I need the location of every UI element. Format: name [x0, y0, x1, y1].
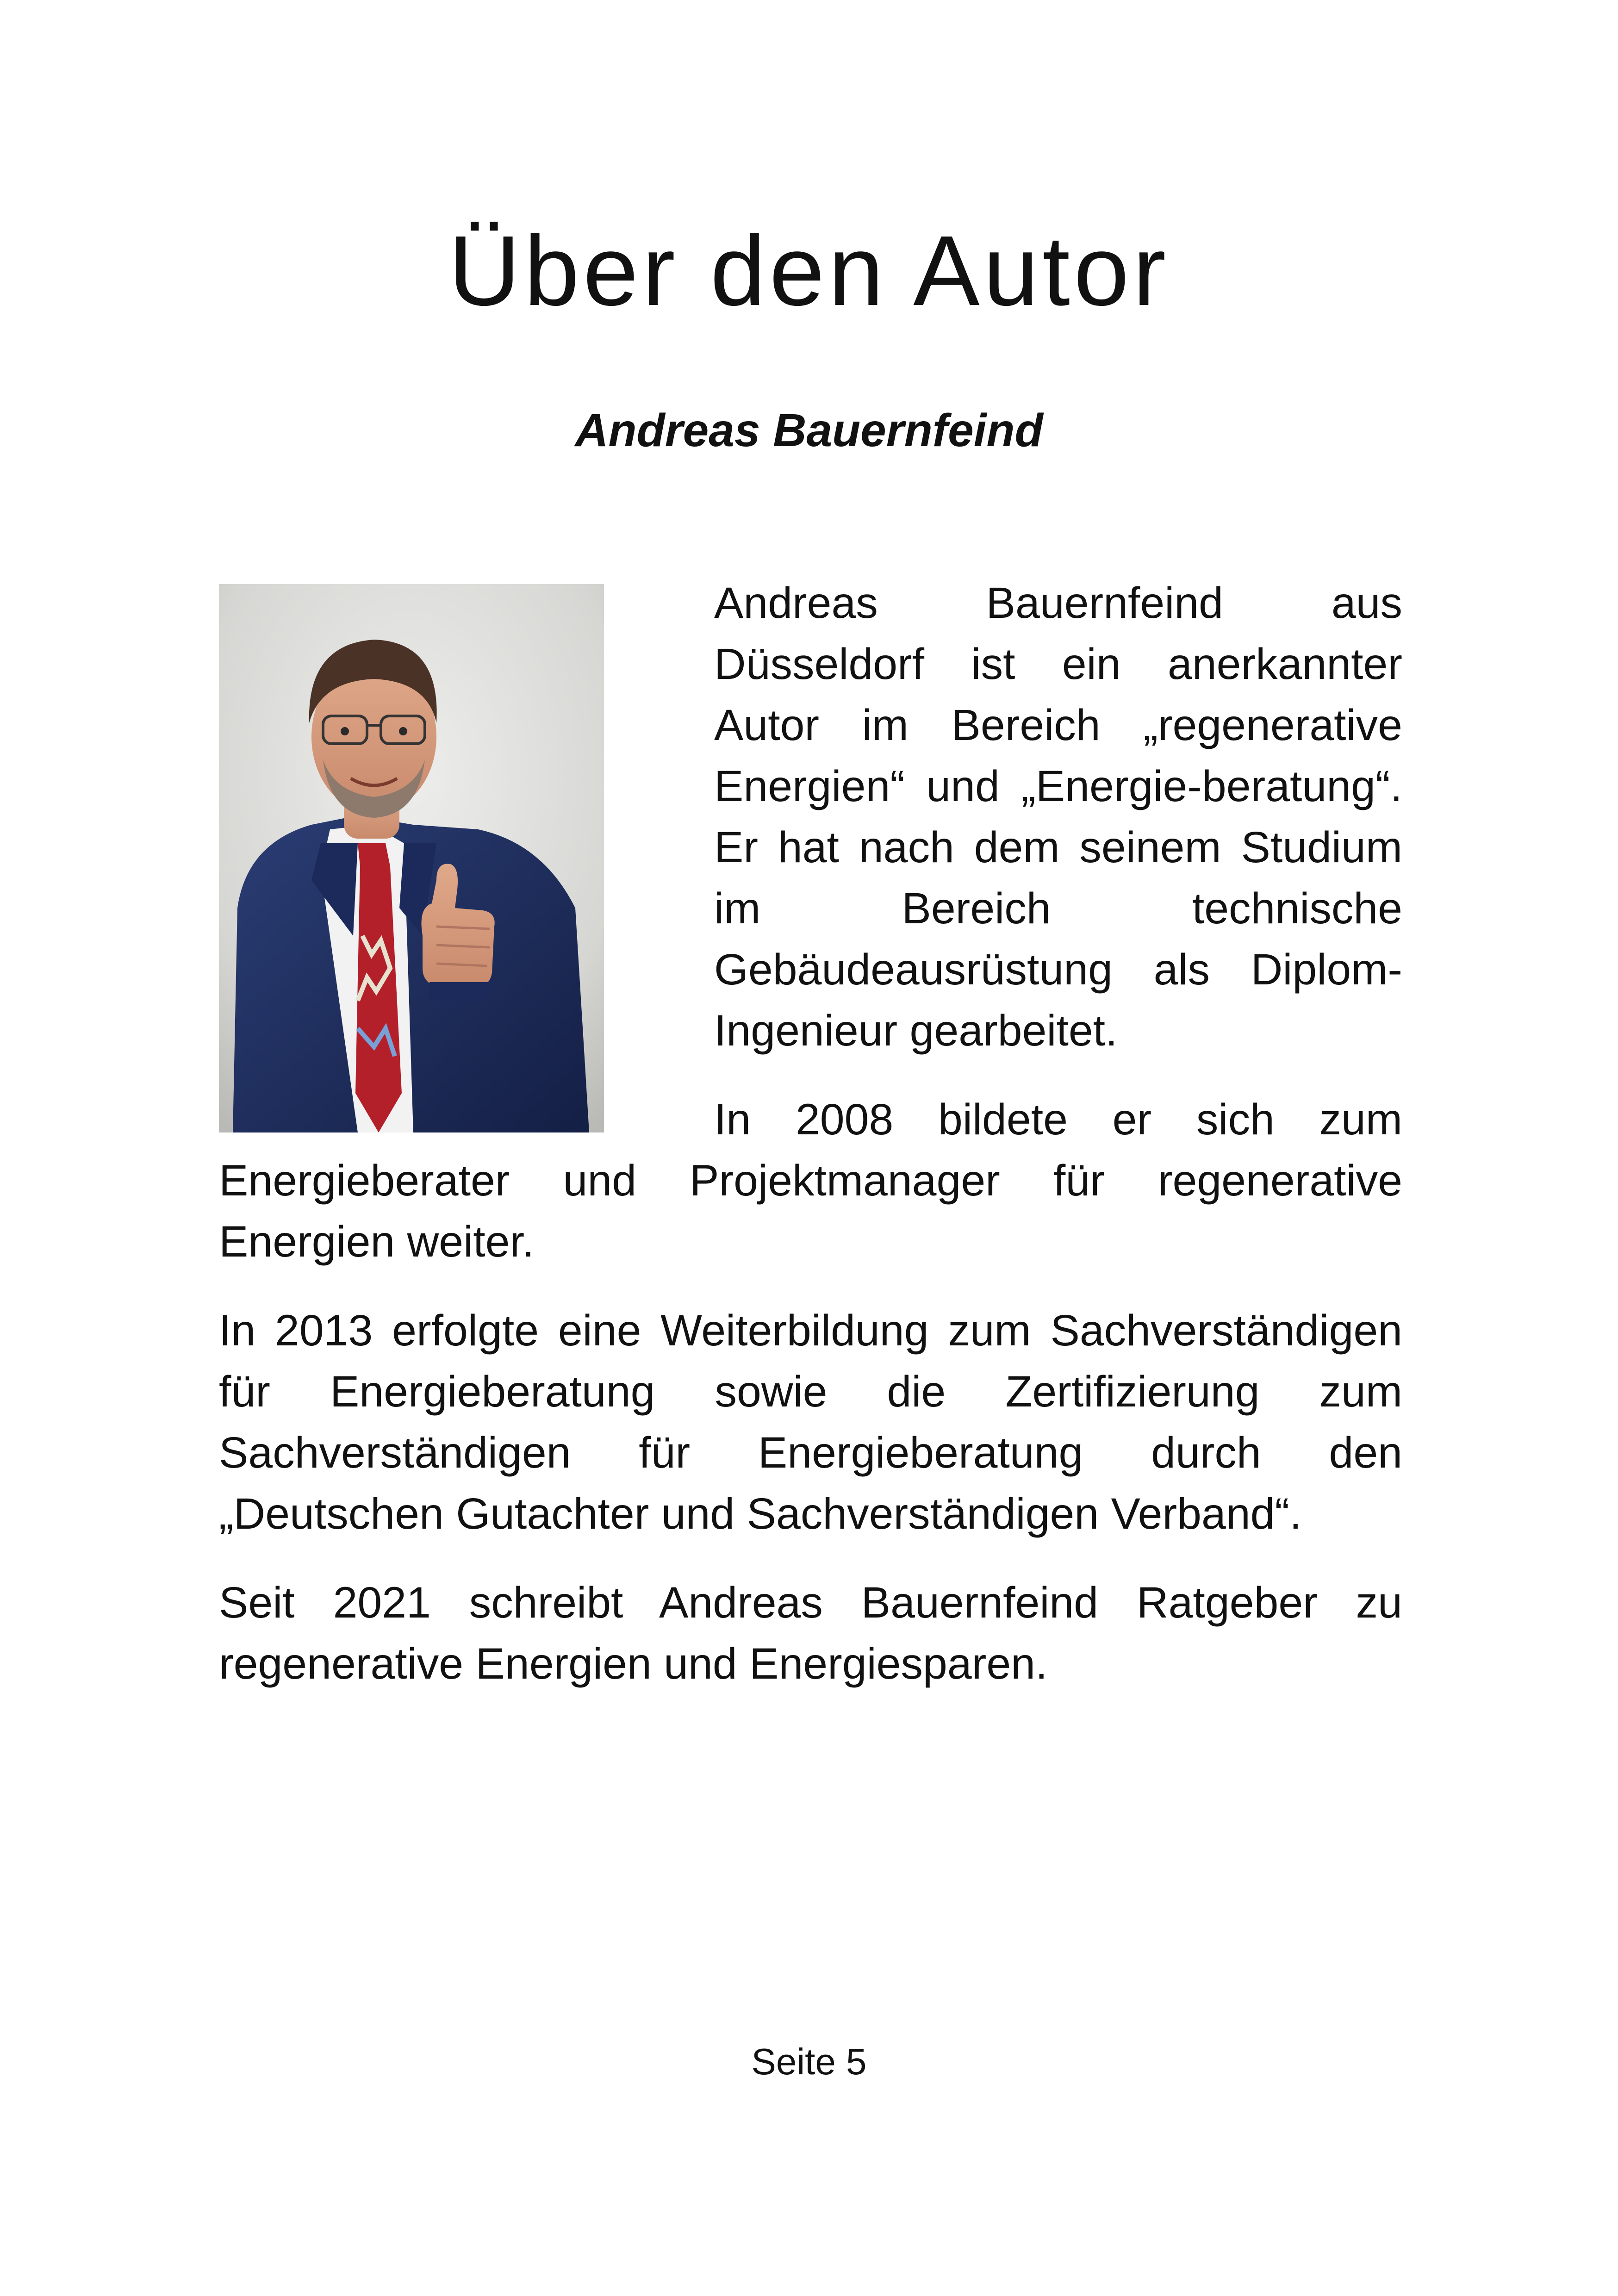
bio-paragraph-1: Andreas Bauernfeind aus Düsseldorf ist ein anerkannter Autor im Bereich „regenerative Energien“ und „Energie-beratung“. Er hat nach dem seinem Studium im Bereich technische Gebäudeausrüstung als Diplom-Ingenieur gearbeitet. [714, 579, 1402, 1055]
author-photo [219, 584, 604, 1132]
bio-paragraph-3: In 2013 erfolgte eine Weiterbildung zum Sachverständigen für Energieberatung sowie die Zertifizierung zum Sachverständigen für Energieberatung durch den „Deutschen Gutachter und Sachverständigen Verband“. [219, 1306, 1402, 1538]
page-title: Über den Autor [448, 215, 1170, 326]
page-number: Seite 5 [751, 2041, 867, 2082]
author-name: Andreas Bauernfeind [575, 404, 1043, 456]
bio-paragraph-2: In 2008 bildete er sich zum Energieberater und Projektmanager für regenerative Energien weiter. [219, 1095, 1402, 1266]
bio-paragraph-4: Seit 2021 schreibt Andreas Bauernfeind Ratgeber zu regenerative Energien und Energiesparen. [219, 1578, 1402, 1688]
author-bio [219, 572, 1402, 1722]
